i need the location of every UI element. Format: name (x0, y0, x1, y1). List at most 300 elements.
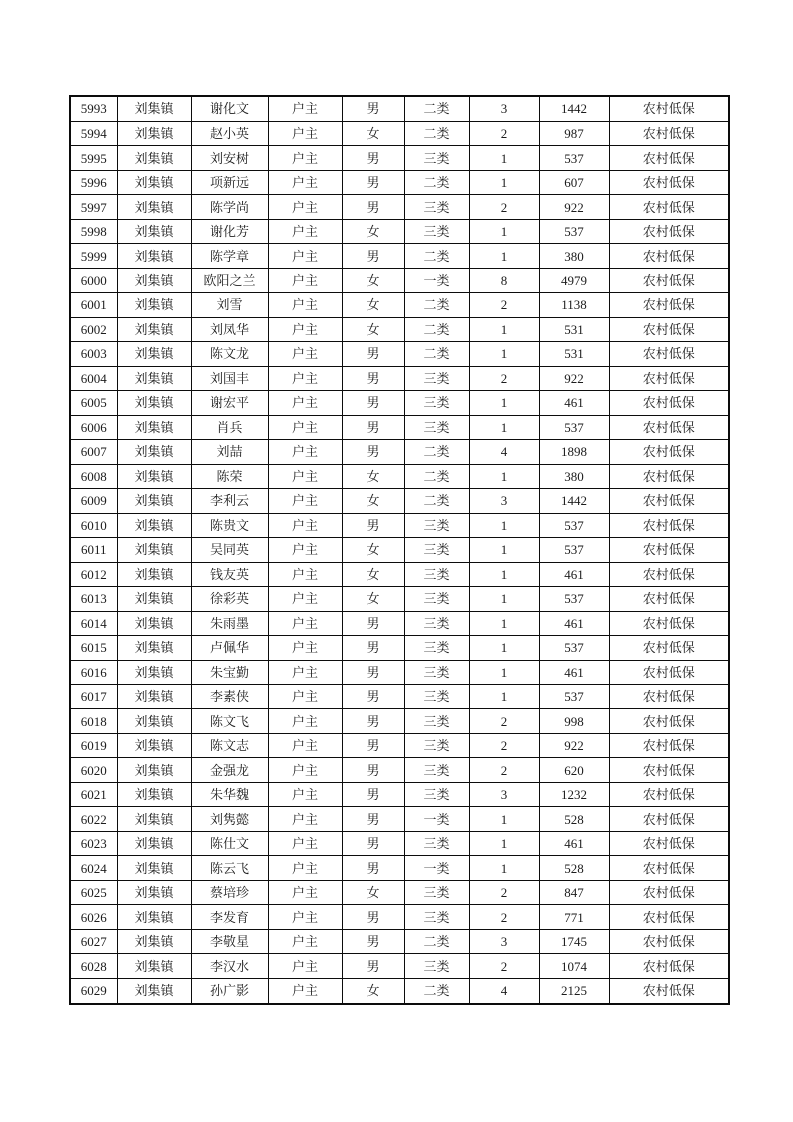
table-row (70, 562, 729, 586)
cell-household-relation: 户主 (268, 342, 342, 366)
cell-town-name: 刘集镇 (117, 929, 191, 953)
cell-gender: 男 (342, 831, 404, 855)
table-row (70, 293, 729, 317)
cell-person-count: 2 (469, 733, 539, 757)
cell-person-name: 陈文飞 (191, 709, 268, 733)
cell-subsidy-type: 农村低保 (609, 415, 729, 439)
table-row (70, 489, 729, 513)
cell-subsidy-type: 农村低保 (609, 636, 729, 660)
cell-category: 三类 (404, 954, 469, 978)
cell-amount: 1898 (539, 440, 609, 464)
cell-household-relation: 户主 (268, 489, 342, 513)
cell-amount: 922 (539, 366, 609, 390)
cell-seq-number: 6008 (70, 464, 117, 488)
cell-person-name: 李发育 (191, 905, 268, 929)
cell-person-count: 1 (469, 170, 539, 194)
cell-town-name: 刘集镇 (117, 195, 191, 219)
cell-subsidy-type: 农村低保 (609, 782, 729, 806)
cell-gender: 男 (342, 660, 404, 684)
cell-person-name: 刘雪 (191, 293, 268, 317)
cell-person-name: 谢化文 (191, 96, 268, 121)
cell-gender: 男 (342, 685, 404, 709)
cell-person-name: 李素侠 (191, 685, 268, 709)
cell-gender: 男 (342, 244, 404, 268)
cell-town-name: 刘集镇 (117, 954, 191, 978)
cell-person-name: 刘喆 (191, 440, 268, 464)
cell-gender: 男 (342, 513, 404, 537)
cell-seq-number: 5998 (70, 219, 117, 243)
cell-category: 一类 (404, 856, 469, 880)
cell-subsidy-type: 农村低保 (609, 587, 729, 611)
cell-gender: 男 (342, 391, 404, 415)
cell-person-count: 2 (469, 880, 539, 904)
cell-gender: 男 (342, 96, 404, 121)
table-row (70, 905, 729, 929)
cell-person-count: 1 (469, 464, 539, 488)
cell-gender: 男 (342, 758, 404, 782)
cell-amount: 998 (539, 709, 609, 733)
table-row (70, 342, 729, 366)
cell-amount: 461 (539, 562, 609, 586)
cell-amount: 528 (539, 807, 609, 831)
cell-category: 二类 (404, 121, 469, 145)
cell-seq-number: 6007 (70, 440, 117, 464)
table-row (70, 268, 729, 292)
table-row (70, 685, 729, 709)
cell-person-count: 1 (469, 587, 539, 611)
cell-gender: 女 (342, 121, 404, 145)
cell-amount: 537 (539, 146, 609, 170)
table-body (70, 96, 729, 1004)
cell-town-name: 刘集镇 (117, 758, 191, 782)
cell-household-relation: 户主 (268, 636, 342, 660)
cell-seq-number: 6002 (70, 317, 117, 341)
cell-household-relation: 户主 (268, 464, 342, 488)
cell-household-relation: 户主 (268, 709, 342, 733)
cell-category: 三类 (404, 611, 469, 635)
cell-gender: 女 (342, 317, 404, 341)
cell-person-count: 1 (469, 244, 539, 268)
cell-subsidy-type: 农村低保 (609, 440, 729, 464)
cell-person-name: 陈贵文 (191, 513, 268, 537)
cell-subsidy-type: 农村低保 (609, 96, 729, 121)
cell-seq-number: 6024 (70, 856, 117, 880)
cell-gender: 男 (342, 636, 404, 660)
cell-seq-number: 6014 (70, 611, 117, 635)
cell-category: 二类 (404, 96, 469, 121)
cell-subsidy-type: 农村低保 (609, 758, 729, 782)
cell-subsidy-type: 农村低保 (609, 195, 729, 219)
cell-seq-number: 6004 (70, 366, 117, 390)
cell-seq-number: 5996 (70, 170, 117, 194)
cell-gender: 男 (342, 856, 404, 880)
cell-amount: 531 (539, 317, 609, 341)
cell-town-name: 刘集镇 (117, 880, 191, 904)
cell-person-count: 1 (469, 415, 539, 439)
table-row (70, 538, 729, 562)
cell-seq-number: 5995 (70, 146, 117, 170)
cell-amount: 461 (539, 660, 609, 684)
cell-category: 二类 (404, 978, 469, 1004)
cell-subsidy-type: 农村低保 (609, 685, 729, 709)
cell-amount: 1442 (539, 489, 609, 513)
cell-amount: 1074 (539, 954, 609, 978)
cell-subsidy-type: 农村低保 (609, 856, 729, 880)
cell-household-relation: 户主 (268, 121, 342, 145)
cell-subsidy-type: 农村低保 (609, 513, 729, 537)
cell-gender: 女 (342, 562, 404, 586)
cell-household-relation: 户主 (268, 733, 342, 757)
cell-seq-number: 6023 (70, 831, 117, 855)
cell-person-count: 3 (469, 96, 539, 121)
cell-town-name: 刘集镇 (117, 317, 191, 341)
cell-household-relation: 户主 (268, 391, 342, 415)
cell-person-name: 李敬星 (191, 929, 268, 953)
cell-seq-number: 6026 (70, 905, 117, 929)
cell-category: 二类 (404, 293, 469, 317)
cell-gender: 男 (342, 733, 404, 757)
table-row (70, 709, 729, 733)
cell-amount: 847 (539, 880, 609, 904)
cell-subsidy-type: 农村低保 (609, 807, 729, 831)
cell-household-relation: 户主 (268, 954, 342, 978)
cell-subsidy-type: 农村低保 (609, 905, 729, 929)
cell-person-name: 吴同英 (191, 538, 268, 562)
table-row (70, 96, 729, 121)
cell-town-name: 刘集镇 (117, 464, 191, 488)
table-row (70, 831, 729, 855)
cell-town-name: 刘集镇 (117, 415, 191, 439)
cell-subsidy-type: 农村低保 (609, 538, 729, 562)
cell-amount: 537 (539, 415, 609, 439)
cell-category: 三类 (404, 660, 469, 684)
cell-category: 三类 (404, 513, 469, 537)
cell-person-count: 1 (469, 660, 539, 684)
cell-seq-number: 6029 (70, 978, 117, 1004)
table-row (70, 391, 729, 415)
cell-gender: 女 (342, 464, 404, 488)
table-row (70, 733, 729, 757)
cell-town-name: 刘集镇 (117, 342, 191, 366)
cell-person-count: 1 (469, 636, 539, 660)
cell-household-relation: 户主 (268, 758, 342, 782)
cell-amount: 987 (539, 121, 609, 145)
cell-subsidy-type: 农村低保 (609, 366, 729, 390)
table-row (70, 121, 729, 145)
cell-category: 二类 (404, 464, 469, 488)
cell-seq-number: 6013 (70, 587, 117, 611)
cell-town-name: 刘集镇 (117, 733, 191, 757)
cell-gender: 男 (342, 929, 404, 953)
cell-person-count: 3 (469, 782, 539, 806)
cell-category: 三类 (404, 366, 469, 390)
cell-town-name: 刘集镇 (117, 170, 191, 194)
cell-seq-number: 6025 (70, 880, 117, 904)
cell-subsidy-type: 农村低保 (609, 954, 729, 978)
cell-person-name: 蔡培珍 (191, 880, 268, 904)
cell-category: 三类 (404, 391, 469, 415)
cell-person-count: 4 (469, 440, 539, 464)
cell-gender: 男 (342, 709, 404, 733)
cell-gender: 男 (342, 905, 404, 929)
cell-category: 一类 (404, 268, 469, 292)
cell-seq-number: 5999 (70, 244, 117, 268)
table-row (70, 366, 729, 390)
cell-household-relation: 户主 (268, 317, 342, 341)
cell-amount: 771 (539, 905, 609, 929)
cell-amount: 1442 (539, 96, 609, 121)
cell-person-count: 1 (469, 831, 539, 855)
table-row (70, 464, 729, 488)
cell-household-relation: 户主 (268, 562, 342, 586)
table-row (70, 587, 729, 611)
cell-person-name: 谢宏平 (191, 391, 268, 415)
cell-household-relation: 户主 (268, 660, 342, 684)
cell-person-count: 1 (469, 342, 539, 366)
cell-gender: 女 (342, 538, 404, 562)
cell-town-name: 刘集镇 (117, 219, 191, 243)
cell-seq-number: 5997 (70, 195, 117, 219)
cell-town-name: 刘集镇 (117, 782, 191, 806)
cell-town-name: 刘集镇 (117, 391, 191, 415)
table-row (70, 636, 729, 660)
cell-gender: 女 (342, 489, 404, 513)
cell-town-name: 刘集镇 (117, 293, 191, 317)
cell-category: 一类 (404, 807, 469, 831)
cell-household-relation: 户主 (268, 293, 342, 317)
cell-category: 三类 (404, 709, 469, 733)
cell-subsidy-type: 农村低保 (609, 121, 729, 145)
cell-seq-number: 6006 (70, 415, 117, 439)
cell-person-name: 金强龙 (191, 758, 268, 782)
table-row (70, 758, 729, 782)
cell-person-name: 陈学尚 (191, 195, 268, 219)
table-row (70, 660, 729, 684)
cell-subsidy-type: 农村低保 (609, 562, 729, 586)
cell-seq-number: 6015 (70, 636, 117, 660)
cell-town-name: 刘集镇 (117, 538, 191, 562)
cell-subsidy-type: 农村低保 (609, 293, 729, 317)
cell-person-name: 徐彩英 (191, 587, 268, 611)
cell-person-name: 赵小英 (191, 121, 268, 145)
cell-subsidy-type: 农村低保 (609, 709, 729, 733)
cell-seq-number: 6010 (70, 513, 117, 537)
cell-subsidy-type: 农村低保 (609, 268, 729, 292)
cell-amount: 922 (539, 733, 609, 757)
cell-category: 三类 (404, 587, 469, 611)
cell-category: 三类 (404, 562, 469, 586)
cell-town-name: 刘集镇 (117, 685, 191, 709)
cell-person-count: 1 (469, 391, 539, 415)
cell-amount: 922 (539, 195, 609, 219)
cell-household-relation: 户主 (268, 415, 342, 439)
cell-category: 三类 (404, 880, 469, 904)
cell-person-count: 2 (469, 195, 539, 219)
cell-gender: 男 (342, 415, 404, 439)
cell-town-name: 刘集镇 (117, 587, 191, 611)
cell-person-name: 朱雨墨 (191, 611, 268, 635)
cell-person-name: 谢化芳 (191, 219, 268, 243)
cell-subsidy-type: 农村低保 (609, 660, 729, 684)
cell-person-name: 刘安树 (191, 146, 268, 170)
cell-category: 二类 (404, 317, 469, 341)
cell-household-relation: 户主 (268, 195, 342, 219)
cell-person-count: 1 (469, 562, 539, 586)
cell-seq-number: 6020 (70, 758, 117, 782)
cell-person-count: 1 (469, 807, 539, 831)
cell-person-count: 2 (469, 709, 539, 733)
cell-person-count: 1 (469, 856, 539, 880)
cell-person-name: 肖兵 (191, 415, 268, 439)
cell-amount: 620 (539, 758, 609, 782)
cell-amount: 537 (539, 219, 609, 243)
cell-amount: 537 (539, 587, 609, 611)
cell-amount: 1232 (539, 782, 609, 806)
cell-household-relation: 户主 (268, 831, 342, 855)
cell-town-name: 刘集镇 (117, 96, 191, 121)
cell-amount: 461 (539, 391, 609, 415)
cell-gender: 女 (342, 219, 404, 243)
cell-gender: 女 (342, 978, 404, 1004)
cell-town-name: 刘集镇 (117, 244, 191, 268)
cell-seq-number: 6009 (70, 489, 117, 513)
cell-household-relation: 户主 (268, 366, 342, 390)
cell-category: 三类 (404, 415, 469, 439)
cell-subsidy-type: 农村低保 (609, 831, 729, 855)
cell-town-name: 刘集镇 (117, 268, 191, 292)
cell-household-relation: 户主 (268, 782, 342, 806)
cell-gender: 男 (342, 170, 404, 194)
cell-seq-number: 6018 (70, 709, 117, 733)
cell-household-relation: 户主 (268, 880, 342, 904)
cell-person-count: 2 (469, 366, 539, 390)
cell-person-count: 3 (469, 489, 539, 513)
cell-gender: 女 (342, 880, 404, 904)
cell-seq-number: 6000 (70, 268, 117, 292)
cell-person-count: 1 (469, 219, 539, 243)
subsidy-roster-table (69, 95, 730, 1005)
cell-household-relation: 户主 (268, 244, 342, 268)
cell-person-name: 刘隽懿 (191, 807, 268, 831)
cell-gender: 男 (342, 611, 404, 635)
cell-category: 三类 (404, 733, 469, 757)
cell-town-name: 刘集镇 (117, 905, 191, 929)
cell-town-name: 刘集镇 (117, 978, 191, 1004)
cell-category: 二类 (404, 342, 469, 366)
cell-amount: 607 (539, 170, 609, 194)
cell-category: 三类 (404, 685, 469, 709)
cell-subsidy-type: 农村低保 (609, 244, 729, 268)
table-row (70, 219, 729, 243)
cell-person-name: 陈荣 (191, 464, 268, 488)
cell-town-name: 刘集镇 (117, 636, 191, 660)
cell-person-name: 朱华魏 (191, 782, 268, 806)
table-row (70, 146, 729, 170)
cell-town-name: 刘集镇 (117, 146, 191, 170)
cell-person-name: 项新远 (191, 170, 268, 194)
cell-subsidy-type: 农村低保 (609, 733, 729, 757)
cell-person-name: 陈云飞 (191, 856, 268, 880)
cell-person-count: 1 (469, 685, 539, 709)
cell-subsidy-type: 农村低保 (609, 170, 729, 194)
cell-household-relation: 户主 (268, 538, 342, 562)
cell-gender: 男 (342, 342, 404, 366)
table-row (70, 782, 729, 806)
cell-gender: 女 (342, 587, 404, 611)
cell-person-name: 卢佩华 (191, 636, 268, 660)
cell-seq-number: 5994 (70, 121, 117, 145)
cell-amount: 531 (539, 342, 609, 366)
table-row (70, 929, 729, 953)
cell-amount: 461 (539, 611, 609, 635)
cell-household-relation: 户主 (268, 513, 342, 537)
cell-seq-number: 6027 (70, 929, 117, 953)
cell-seq-number: 6012 (70, 562, 117, 586)
cell-person-name: 钱友英 (191, 562, 268, 586)
cell-gender: 女 (342, 268, 404, 292)
cell-seq-number: 5993 (70, 96, 117, 121)
cell-category: 三类 (404, 905, 469, 929)
cell-category: 三类 (404, 195, 469, 219)
cell-person-count: 2 (469, 758, 539, 782)
cell-amount: 1745 (539, 929, 609, 953)
cell-household-relation: 户主 (268, 685, 342, 709)
cell-amount: 461 (539, 831, 609, 855)
cell-category: 三类 (404, 146, 469, 170)
cell-subsidy-type: 农村低保 (609, 929, 729, 953)
cell-gender: 男 (342, 195, 404, 219)
cell-subsidy-type: 农村低保 (609, 219, 729, 243)
cell-person-count: 2 (469, 293, 539, 317)
table-row (70, 954, 729, 978)
cell-seq-number: 6003 (70, 342, 117, 366)
cell-subsidy-type: 农村低保 (609, 391, 729, 415)
cell-household-relation: 户主 (268, 587, 342, 611)
cell-town-name: 刘集镇 (117, 611, 191, 635)
cell-amount: 380 (539, 464, 609, 488)
cell-subsidy-type: 农村低保 (609, 611, 729, 635)
cell-person-name: 陈学章 (191, 244, 268, 268)
cell-town-name: 刘集镇 (117, 121, 191, 145)
cell-household-relation: 户主 (268, 146, 342, 170)
cell-household-relation: 户主 (268, 268, 342, 292)
cell-person-name: 陈仕文 (191, 831, 268, 855)
cell-household-relation: 户主 (268, 856, 342, 880)
table-row (70, 611, 729, 635)
cell-category: 三类 (404, 758, 469, 782)
cell-person-name: 孙广影 (191, 978, 268, 1004)
cell-gender: 女 (342, 293, 404, 317)
cell-seq-number: 6017 (70, 685, 117, 709)
cell-amount: 1138 (539, 293, 609, 317)
cell-town-name: 刘集镇 (117, 831, 191, 855)
cell-person-name: 陈文志 (191, 733, 268, 757)
table-row (70, 513, 729, 537)
cell-person-count: 2 (469, 954, 539, 978)
cell-subsidy-type: 农村低保 (609, 978, 729, 1004)
cell-category: 三类 (404, 782, 469, 806)
cell-person-count: 4 (469, 978, 539, 1004)
cell-person-name: 李汉水 (191, 954, 268, 978)
cell-seq-number: 6016 (70, 660, 117, 684)
cell-town-name: 刘集镇 (117, 489, 191, 513)
cell-amount: 380 (539, 244, 609, 268)
cell-person-count: 3 (469, 929, 539, 953)
cell-household-relation: 户主 (268, 440, 342, 464)
cell-category: 二类 (404, 244, 469, 268)
cell-gender: 男 (342, 807, 404, 831)
cell-gender: 男 (342, 366, 404, 390)
